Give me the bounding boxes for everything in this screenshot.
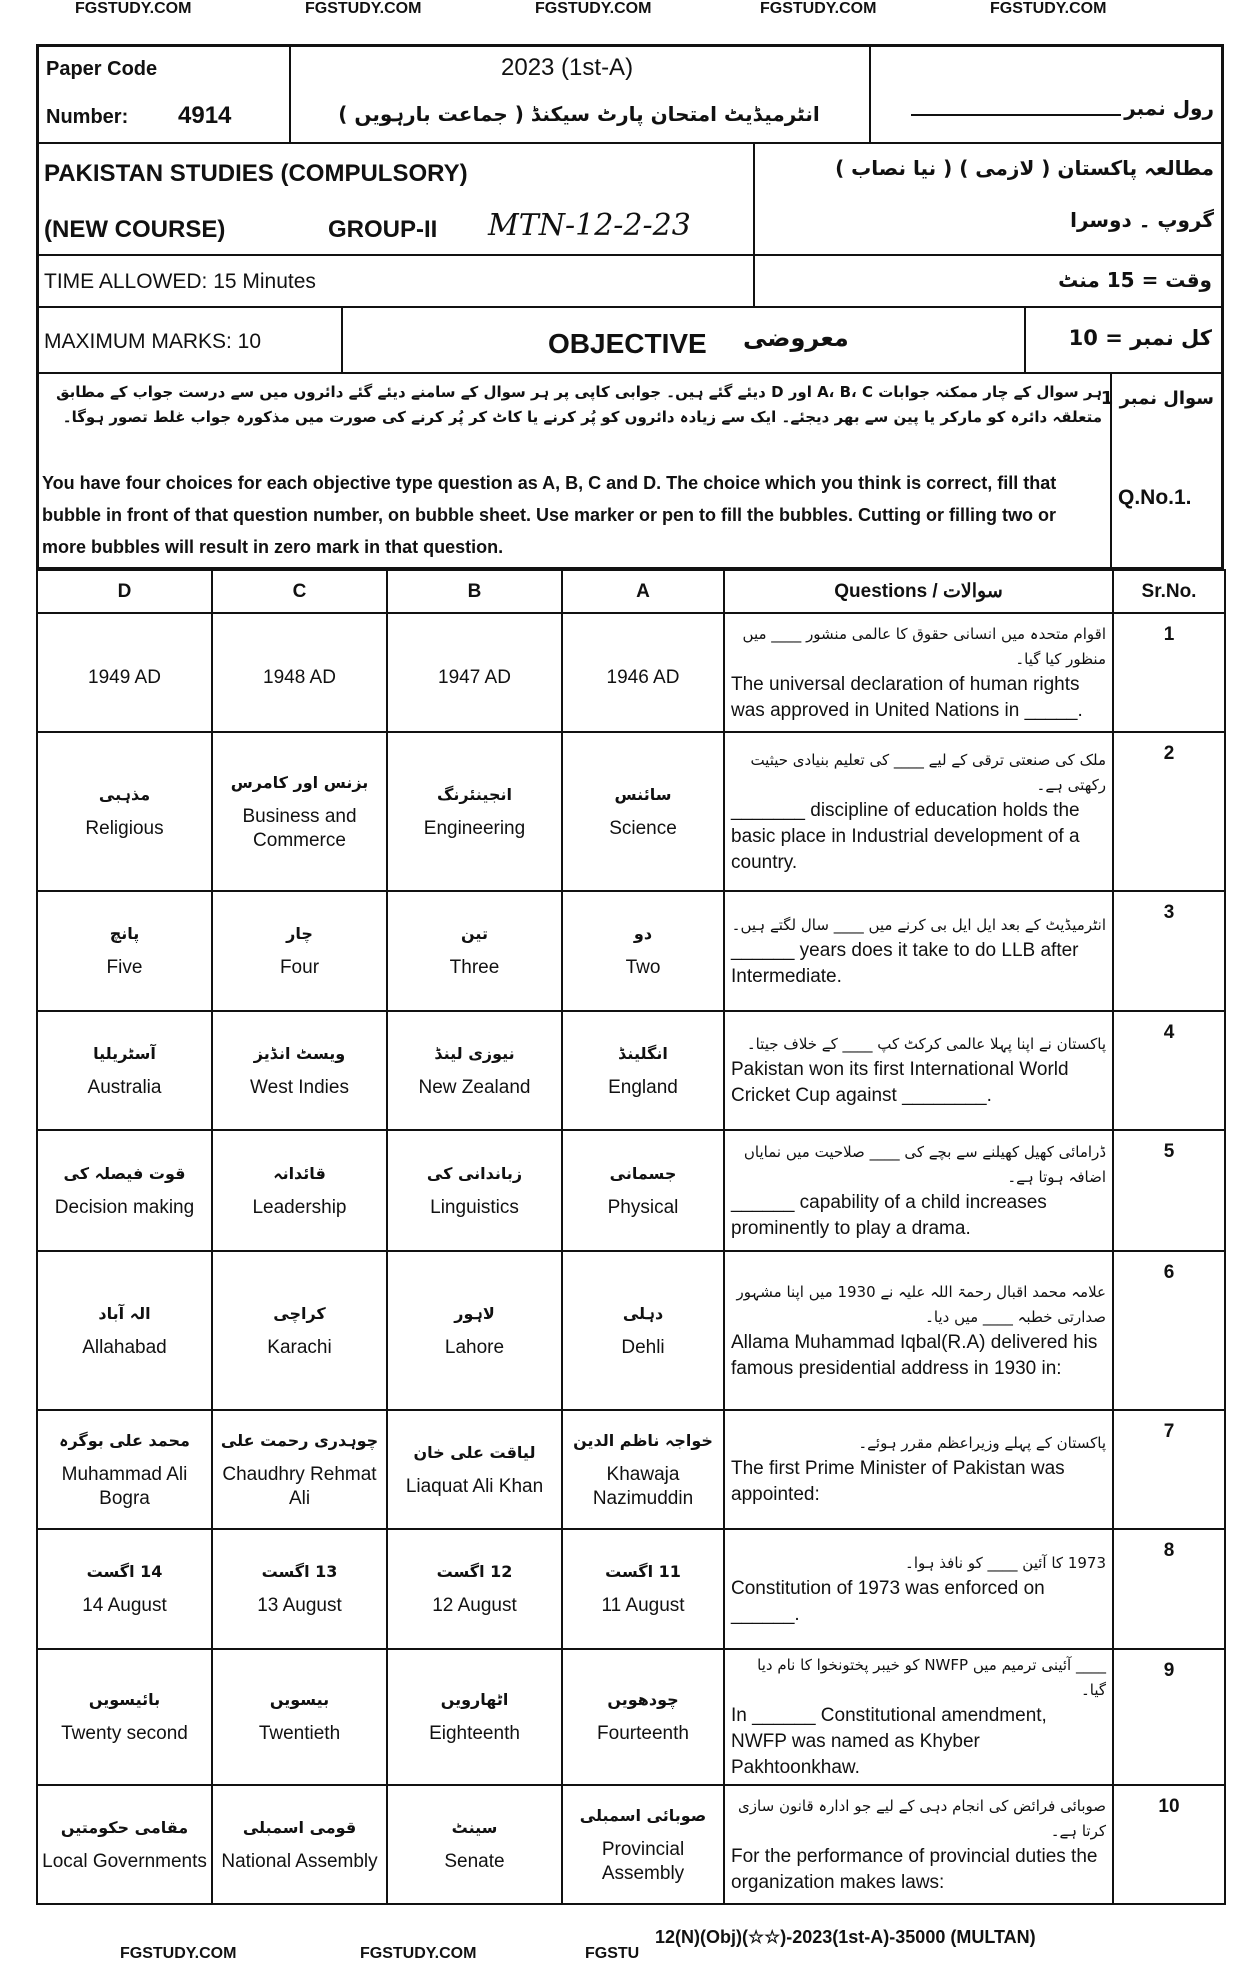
option-b bbox=[387, 732, 562, 891]
option-c bbox=[212, 1785, 387, 1904]
option-english: 1949 AD bbox=[88, 666, 161, 688]
time-allowed: TIME ALLOWED: 15 Minutes bbox=[44, 270, 316, 293]
option-urdu: پانچ bbox=[109, 924, 140, 943]
question-english: Constitution of 1973 was enforced on ______. bbox=[731, 1577, 1045, 1625]
option-a bbox=[562, 1785, 724, 1904]
option-a bbox=[562, 891, 724, 1011]
option-english: Business and Commerce bbox=[242, 805, 357, 851]
subject-urdu: مطالعہ پاکستان ( لازمی ) ( نیا نصاب ) bbox=[835, 156, 1214, 180]
option-english: 1948 AD bbox=[263, 666, 336, 688]
option-english: Linguistics bbox=[430, 1196, 519, 1218]
table-row bbox=[37, 1529, 1225, 1649]
option-a bbox=[562, 1649, 724, 1785]
option-english: Engineering bbox=[423, 817, 526, 839]
watermark: FGSTUDY.COM bbox=[75, 0, 192, 17]
option-urdu: نیوزی لینڈ bbox=[434, 1043, 515, 1063]
option-english: Allahabad bbox=[82, 1336, 167, 1358]
option-urdu: سائنس bbox=[614, 784, 672, 804]
watermark: FGSTUDY.COM bbox=[360, 1945, 477, 1962]
option-urdu: مذہبی bbox=[98, 784, 151, 804]
option-urdu: 13 اگست bbox=[261, 1562, 338, 1581]
option-urdu: اٹھارویں bbox=[440, 1690, 509, 1709]
watermark: FGSTUDY.COM bbox=[990, 0, 1107, 17]
option-a bbox=[562, 1011, 724, 1130]
option-b bbox=[387, 891, 562, 1011]
option-a bbox=[562, 1251, 724, 1410]
table-row bbox=[37, 1251, 1225, 1410]
column-header-d: D bbox=[37, 570, 212, 613]
option-english: Liaquat Ali Khan bbox=[405, 1475, 544, 1497]
option-b bbox=[387, 1251, 562, 1410]
max-marks: MAXIMUM MARKS: 10 bbox=[44, 330, 262, 353]
serial-number: 10 bbox=[1113, 1785, 1225, 1904]
serial-number: 7 bbox=[1113, 1410, 1225, 1529]
option-urdu: بیسویں bbox=[269, 1690, 330, 1709]
table-row bbox=[37, 1410, 1225, 1529]
option-urdu: لیاقت علی خان bbox=[413, 1442, 536, 1462]
option-english: Two bbox=[625, 957, 661, 978]
option-english: Physical bbox=[607, 1196, 679, 1218]
table-row bbox=[37, 891, 1225, 1011]
question-cell bbox=[724, 1529, 1113, 1649]
subject-title: PAKISTAN STUDIES (COMPULSORY) bbox=[44, 160, 468, 187]
option-c bbox=[212, 1529, 387, 1649]
serial-number: 9 bbox=[1113, 1649, 1225, 1785]
option-urdu: زباندانی کی bbox=[426, 1163, 523, 1183]
option-d bbox=[37, 732, 212, 891]
serial-number: 6 bbox=[1113, 1251, 1225, 1410]
qno-urdu: سوال نمبر 1 bbox=[1100, 388, 1214, 409]
column-header-a: A bbox=[562, 570, 724, 613]
footer bbox=[0, 1905, 1250, 1983]
question-cell bbox=[724, 891, 1113, 1011]
option-english: 1947 AD bbox=[438, 666, 511, 688]
watermark: FGSTUDY.COM bbox=[120, 1945, 237, 1962]
option-c bbox=[212, 1130, 387, 1251]
option-english: Decision making bbox=[54, 1196, 195, 1218]
option-a bbox=[562, 1410, 724, 1529]
option-english: Three bbox=[449, 957, 500, 978]
option-d bbox=[37, 1251, 212, 1410]
lower-section bbox=[36, 569, 1224, 1983]
watermark: FGSTUDY.COM bbox=[760, 0, 877, 17]
question-urdu: پاکستان کے پہلے وزیراعظم مقرر ہوئے۔ bbox=[858, 1434, 1106, 1452]
question-english: For the performance of provincial duties the organization makes laws: bbox=[731, 1845, 1098, 1893]
watermark: FGSTUDY.COM bbox=[305, 0, 422, 17]
option-urdu: جسمانی bbox=[609, 1163, 677, 1183]
question-cell bbox=[724, 1410, 1113, 1529]
option-b bbox=[387, 1011, 562, 1130]
option-a bbox=[562, 732, 724, 891]
table-row bbox=[37, 613, 1225, 732]
paper-code-number: 4914 bbox=[178, 102, 232, 129]
question-cell bbox=[724, 1011, 1113, 1130]
time-allowed-cell bbox=[38, 256, 755, 308]
question-cell bbox=[724, 613, 1113, 732]
option-english: Chaudhry Rehmat Ali bbox=[222, 1463, 377, 1509]
question-urdu: پاکستان نے اپنا پہلا عالمی کرکٹ کپ ____ کے خلاف جیتا۔ bbox=[746, 1035, 1106, 1053]
roll-number-field[interactable] bbox=[911, 114, 1121, 116]
question-urdu: انٹرمیڈیٹ کے بعد ایل ایل بی کرنے میں ____ سال لگتے ہیں۔ bbox=[731, 915, 1106, 934]
table-header-row bbox=[37, 570, 1225, 613]
option-b bbox=[387, 613, 562, 732]
instructions-cell bbox=[38, 374, 1112, 569]
option-c bbox=[212, 732, 387, 891]
option-english: Provincial Assembly bbox=[601, 1838, 685, 1884]
option-english: New Zealand bbox=[418, 1076, 531, 1098]
question-cell bbox=[724, 1130, 1113, 1251]
question-cell bbox=[724, 1649, 1113, 1785]
question-english: The first Prime Minister of Pakistan was appointed: bbox=[731, 1458, 1065, 1505]
table-row bbox=[37, 732, 1225, 891]
question-urdu: علامہ محمد اقبال رحمۃ اللہ علیہ نے 1930 میں اپنا مشہور صدارتی خطبہ ____ میں دیا۔ bbox=[736, 1282, 1106, 1326]
option-english: Muhammad Ali Bogra bbox=[61, 1463, 188, 1509]
session: 2023 (1st-A) bbox=[501, 54, 634, 81]
option-english: Khawaja Nazimuddin bbox=[592, 1463, 694, 1509]
option-urdu: بائیسویں bbox=[88, 1690, 161, 1709]
option-english: Fourteenth bbox=[597, 1723, 689, 1744]
option-urdu: قوت فیصلہ کی bbox=[63, 1163, 186, 1183]
option-english: Dehli bbox=[621, 1336, 665, 1358]
subject-cell bbox=[38, 144, 755, 256]
question-english: In ______ Constitutional amendment, NWFP was named as Khyber Pakhtoonkhaw. bbox=[731, 1705, 1047, 1778]
option-c bbox=[212, 613, 387, 732]
paper-code-cell bbox=[38, 46, 291, 144]
option-d bbox=[37, 1529, 212, 1649]
option-english: 14 August bbox=[82, 1595, 167, 1616]
footer-paper-code: 12(N)(Obj)(☆☆)-2023(1st-A)-35000 (MULTAN) bbox=[655, 1927, 1036, 1947]
time-urdu: وقت = 15 منٹ bbox=[1058, 268, 1212, 292]
option-urdu: چار bbox=[286, 924, 313, 943]
option-urdu: 12 اگست bbox=[436, 1562, 513, 1581]
option-urdu: کراچی bbox=[273, 1303, 326, 1323]
option-urdu: بزنس اور کامرس bbox=[230, 772, 369, 792]
option-d bbox=[37, 891, 212, 1011]
option-urdu: 11 اگست bbox=[605, 1562, 681, 1581]
option-urdu: محمد علی بوگرہ bbox=[59, 1430, 190, 1450]
option-d bbox=[37, 1785, 212, 1904]
subject-urdu-cell bbox=[755, 144, 1222, 256]
number-label: Number: bbox=[46, 106, 129, 128]
option-urdu: قائدانہ bbox=[273, 1163, 326, 1183]
question-urdu: ڈرامائی کھیل کھیلنے سے بچے کی ____ صلاحیت میں نمایاں اضافہ ہوتا ہے۔ bbox=[743, 1142, 1106, 1186]
question-english: Allama Muhammad Iqbal(R.A) delivered his famous presidential address in 1930 in: bbox=[731, 1331, 1098, 1379]
serial-number: 8 bbox=[1113, 1529, 1225, 1649]
option-urdu: خواجہ ناظم الدین bbox=[573, 1430, 713, 1450]
serial-number: 5 bbox=[1113, 1130, 1225, 1251]
qno-cell bbox=[1100, 374, 1222, 569]
question-cell bbox=[724, 1251, 1113, 1410]
table-row bbox=[37, 1011, 1225, 1130]
option-english: Karachi bbox=[267, 1336, 332, 1358]
option-c bbox=[212, 1410, 387, 1529]
group-label: GROUP-II bbox=[328, 216, 438, 243]
option-english: Australia bbox=[87, 1076, 162, 1098]
question-urdu: 1973 کا آئین ____ کو نافذ ہوا۔ bbox=[905, 1553, 1106, 1572]
marks-urdu: کل نمبر = 10 bbox=[1068, 326, 1212, 350]
option-english: National Assembly bbox=[221, 1850, 378, 1872]
questions-table bbox=[36, 569, 1226, 1905]
option-urdu: 14 اگست bbox=[86, 1562, 163, 1581]
option-c bbox=[212, 1011, 387, 1130]
roll-number-cell bbox=[871, 46, 1222, 144]
table-row bbox=[37, 1649, 1225, 1785]
option-urdu: انگلینڈ bbox=[618, 1043, 668, 1063]
watermark: FGSTU bbox=[585, 1945, 640, 1962]
table-body bbox=[37, 613, 1225, 1904]
column-header-c: C bbox=[212, 570, 387, 613]
option-a bbox=[562, 1529, 724, 1649]
option-a bbox=[562, 1130, 724, 1251]
option-d bbox=[37, 1410, 212, 1529]
option-c bbox=[212, 1251, 387, 1410]
question-english: The universal declaration of human rights was approved in United Nations in _____. bbox=[731, 673, 1083, 721]
option-english: Senate bbox=[444, 1850, 505, 1872]
qno-label: Q.No.1. bbox=[1118, 486, 1192, 509]
option-b bbox=[387, 1130, 562, 1251]
column-header-b: B bbox=[387, 570, 562, 613]
column-header-sr: Sr.No. bbox=[1113, 570, 1225, 613]
handwritten-code: MTN-12-2-23 bbox=[488, 208, 691, 243]
roll-number-label: رول نمبر bbox=[1124, 96, 1214, 120]
time-urdu-cell bbox=[755, 256, 1222, 308]
option-urdu: دہلی bbox=[622, 1303, 664, 1323]
paper-code-label: Paper Code bbox=[46, 58, 158, 80]
option-c bbox=[212, 1649, 387, 1785]
course-label: (NEW COURSE) bbox=[44, 216, 226, 243]
option-english: Twentieth bbox=[258, 1723, 341, 1744]
question-english: ______ capability of a child increases prominently to play a drama. bbox=[731, 1191, 1047, 1239]
group-urdu: گروپ ۔ دوسرا bbox=[1070, 208, 1214, 232]
question-cell bbox=[724, 1785, 1113, 1904]
question-urdu: اقوام متحدہ میں انسانی حقوق کا عالمی منشور ____ میں منظور کیا گیا۔ bbox=[742, 624, 1106, 668]
option-urdu: چودھویں bbox=[607, 1690, 679, 1709]
question-english: ______ years does it take to do LLB after Intermediate. bbox=[731, 939, 1079, 987]
option-d bbox=[37, 1130, 212, 1251]
option-urdu: الہ آباد bbox=[98, 1303, 151, 1323]
option-c bbox=[212, 891, 387, 1011]
serial-number: 3 bbox=[1113, 891, 1225, 1011]
marks-urdu-cell bbox=[1026, 308, 1222, 374]
option-english: 12 August bbox=[432, 1595, 517, 1616]
option-english: Religious bbox=[85, 817, 164, 839]
table-row bbox=[37, 1130, 1225, 1251]
option-urdu: قومی اسمبلی bbox=[242, 1817, 357, 1837]
option-english: West Indies bbox=[250, 1076, 349, 1098]
exam-title-urdu: انٹرمیڈیٹ امتحان پارٹ سیکنڈ ( جماعت بارہویں ) bbox=[338, 102, 820, 126]
objective-cell bbox=[343, 308, 1026, 374]
question-english: Pakistan won its first International World Cricket Cup against ________. bbox=[731, 1059, 1069, 1106]
option-urdu: دو bbox=[633, 924, 653, 943]
serial-number: 4 bbox=[1113, 1011, 1225, 1130]
option-english: Leadership bbox=[252, 1196, 347, 1218]
option-urdu: صوبائی اسمبلی bbox=[579, 1805, 707, 1825]
instructions-urdu: ہر سوال کے چار ممکنہ جوابات A، B، C اور D دیئے گئے ہیں۔ جوابی کاپی پر ہر سوال کے سامنے دیئے گئے دائروں میں سے درست جواب کے مطابق متعلقہ دائرہ کو مارکر یا پین سے بھر دیجئے۔ ایک سے زیادہ دائروں کو پُر کرنے یا کاٹ کر پُر کرنے کی صورت میں مذکورہ جواب غلط تصور ہوگا۔ bbox=[56, 383, 1102, 426]
table-row bbox=[37, 1785, 1225, 1904]
question-english: _______ discipline of education holds the basic place in Industrial development of a country. bbox=[731, 799, 1080, 873]
option-english: Twenty second bbox=[61, 1723, 188, 1744]
option-d bbox=[37, 1011, 212, 1130]
option-english: 1946 AD bbox=[606, 666, 680, 688]
option-english: Eighteenth bbox=[429, 1723, 520, 1744]
option-english: Four bbox=[279, 957, 320, 978]
option-english: England bbox=[608, 1076, 678, 1098]
question-urdu: صوبائی فرائض کی انجام دہی کے لیے جو ادارہ قانون سازی کرتا ہے۔ bbox=[738, 1796, 1106, 1840]
option-urdu: انجینئرنگ bbox=[437, 784, 512, 804]
option-a bbox=[562, 613, 724, 732]
serial-number: 2 bbox=[1113, 732, 1225, 891]
serial-number: 1 bbox=[1113, 613, 1225, 732]
exam-title-cell bbox=[291, 46, 871, 144]
question-urdu: ملک کی صنعتی ترقی کے لیے ____ کی تعلیم بنیادی حیثیت رکھتی ہے۔ bbox=[750, 750, 1106, 794]
option-english: Lahore bbox=[444, 1336, 505, 1358]
option-urdu: مقامی حکومتیں bbox=[60, 1817, 189, 1837]
instructions-english: You have four choices for each objective type question as A, B, C and D. The choice which you think is correct, fill that bubble in front of that question number, on bubble sheet. Use marker or pen to fill the bubbles. Cutting or filling two or more bubbles will result in zero mark in that question. bbox=[42, 473, 1057, 557]
option-b bbox=[387, 1410, 562, 1529]
option-urdu: سینٹ bbox=[451, 1817, 498, 1837]
option-english: Science bbox=[609, 817, 677, 839]
objective-urdu: معروضی bbox=[743, 324, 849, 352]
objective-title: OBJECTIVE bbox=[548, 328, 707, 359]
question-urdu: ____ آئینی ترمیم میں NWFP کو خیبر پختونخوا کا نام دیا گیا۔ bbox=[757, 1656, 1106, 1699]
max-marks-cell bbox=[38, 308, 343, 374]
option-english: 13 August bbox=[257, 1595, 342, 1616]
option-b bbox=[387, 1529, 562, 1649]
watermark: FGSTUDY.COM bbox=[535, 0, 652, 17]
option-urdu: تین bbox=[461, 924, 488, 943]
option-english: Local Governments bbox=[42, 1850, 207, 1872]
option-d bbox=[37, 1649, 212, 1785]
option-urdu: چوہدری رحمت علی bbox=[220, 1430, 379, 1450]
option-urdu: ویسٹ انڈیز bbox=[253, 1043, 346, 1063]
option-d bbox=[37, 613, 212, 732]
option-b bbox=[387, 1785, 562, 1904]
column-header-questions: Questions / سوالات bbox=[724, 570, 1113, 613]
option-urdu: لاہور bbox=[454, 1303, 495, 1323]
option-b bbox=[387, 1649, 562, 1785]
option-english: Five bbox=[106, 957, 143, 978]
question-cell bbox=[724, 732, 1113, 891]
option-urdu: آسٹریلیا bbox=[93, 1043, 156, 1063]
option-english: 11 August bbox=[601, 1595, 685, 1616]
